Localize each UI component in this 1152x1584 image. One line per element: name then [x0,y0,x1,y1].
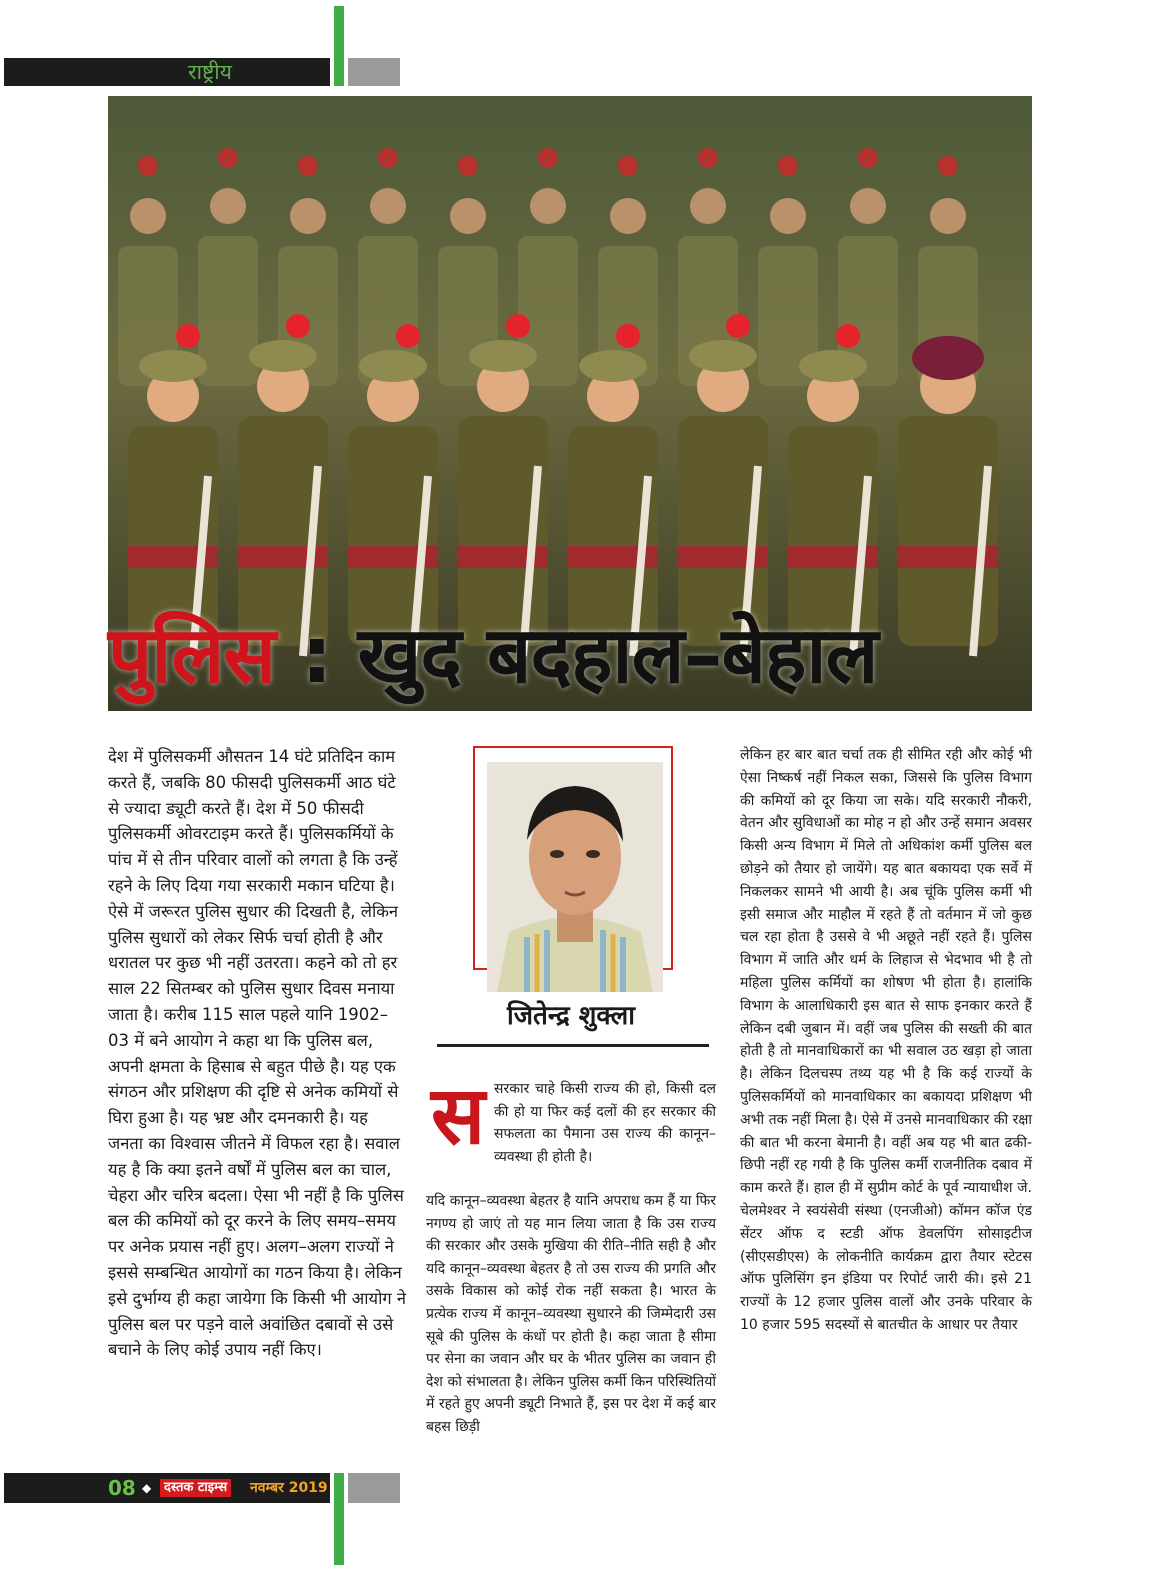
author-divider [437,1044,709,1047]
headline-red-part: पुलिस [108,611,276,701]
accent-bar-top [334,6,344,86]
footer-bullet: ◆ [142,1481,152,1495]
headline [108,604,1032,708]
accent-bar-bottom [334,1473,344,1565]
issue-date: नवम्बर 2019 [250,1480,328,1496]
author-photo [487,762,663,992]
headline-black-part: खुद बदहाल–बेहाल [357,611,878,701]
page-number: 08 [108,1476,136,1500]
grey-block-top [348,58,400,86]
paragraph: यदि कानून–व्यवस्था बेहतर है यानि अपराध कम हैं या फिर नगण्य हो जाएं तो यह मान लिया जाता है कि उस राज्य की सरकार और उसके मुखिया की रीति–नीति सही है और यदि कानून–व्यवस्था बेहतर है तो उस राज्य की प्रगति और उसके विकास को कोई रोक नहीं सकता है। भारत के प्रत्येक राज्य में कानून–व्यवस्था सुधारने की जिम्मेदारी उस सूबे की पुलिस के कंधों पर होती है। कहा जाता है सीमा पर सेना का जवान और घर के भीतर पुलिस का जवान ही देश को संभालता है। लेकिन पुलिस कर्मी किन परिस्थितियों में रहते हुए अपनी ड्यूटी निभाते हैं, इस पर देश में कई बार बहस छिड़ी [426,1193,716,1435]
author-name: जितेन्द्र शुक्ला [507,1001,635,1031]
article-column-3 [740,744,1032,1337]
section-label: राष्ट्रीय [188,60,232,84]
paragraph: लेकिन हर बार बात चर्चा तक ही सीमित रही और कोई भी ऐसा निष्कर्ष नहीं निकल सका, जिससे कि पुलिस विभाग की कमियों को दूर किया जा सके। यदि सरकारी नौकरी, वेतन और सुविधाओं का मोह न हो और उन्हें समान अवसर किसी अन्य विभाग में मिले तो अधिकांश कर्मी पुलिस बल छोड़ने को तैयार हो जायेंगे। यह बात बकायदा एक सर्वे में निकलकर सामने भी आयी है। अब चूंकि पुलिस कर्मी भी इसी समाज और माहौल में रहते हैं तो वर्तमान में जो कुछ चल रहा होता है उससे वे भी अछूते नहीं रहते हैं। पुलिस विभाग में जाति और धर्म के लिहाज से भेदभाव भी है तो महिला पुलिस कर्मियों का शोषण भी होता है। हालांकि विभाग के आलाधिकारी इस बात से साफ इनकार करते हैं लेकिन दबी जुबान में। वहीं जब पुलिस की सख्ती की बात होती है तो मानवाधिकारों का भी सवाल उठ खड़ा हो जाता है। लेकिन दिलचस्प तथ्य यह भी है कि कई राज्यों के पुलिसकर्मियों को मानवाधिकार का बकायदा प्रशिक्षण भी अभी तक नहीं मिला है। ऐसे में उनसे मानवाधिकार की रक्षा की बात भी करना बेमानी है। वहीं अब यह भी बात ढकी-छिपी नहीं रह गयी है कि पुलिस कर्मी राजनीतिक दबाव में काम करते हैं। हाल ही में सुप्रीम कोर्ट के पूर्व न्यायाधीश जे. चेलमेश्वर ने स्वयंसेवी संस्था (एनजीओ) कॉमन कॉज एंड सेंटर ऑफ द स्टडी ऑफ डेवलपिंग सोसाइटीज (सीएसडीएस) के लोकनीति कार्यक्रम द्वारा तैयार स्टेटस ऑफ पुलिसिंग इन इंडिया पर रिपोर्ट जारी की। इसे 21 राज्यों के 12 हजार पुलिस वालों और उनके परिवार के 10 हजार 595 सदस्यों से बातचीत के आधार पर तैयार [740,747,1032,1333]
headline-separator: : [301,611,332,701]
paragraph: देश में पुलिसकर्मी औसतन 14 घंटे प्रतिदिन काम करते हैं, जबकि 80 फीसदी पुलिसकर्मी आठ घंटे से ज्यादा ड्यूटी करते हैं। देश में 50 फीसदी पुलिसकर्मी ओवरटाइम करते हैं। पुलिसकर्मियों के पांच में से तीन परिवार वालों को लगता है कि उन्हें रहने के लिए दिया गया सरकारी मकान घटिया है। ऐसे में जरूरत पुलिस सुधार की दिखती है, लेकिन पुलिस सुधारों को लेकर सिर्फ चर्चा होती है और धरातल पर कुछ भी नहीं उतरता। कहने को तो हर साल 22 सितम्बर को पुलिस सुधार दिवस मनाया जाता है। करीब 115 साल पहले यानि 1902–03 में बने आयोग ने कहा था कि पुलिस बल, अपनी क्षमता के हिसाब से बहुत पीछे है। यह एक संगठन और प्रशिक्षण की दृष्टि से अनेक कमियों से घिरा हुआ है। यह भ्रष्ट और दमनकारी है। यह जनता का विश्वास जीतने में विफल रहा है। सवाल यह है कि क्या इतने वर्षों में पुलिस बल का चाल, चेहरा और चरित्र बदला। ऐसा भी नहीं है कि पुलिस बल की कमियों को दूर करने के लिए समय–समय पर अनेक प्रयास नहीं हुए। अलग–अलग राज्यों ने इससे सम्बन्धित आयोगों का गठन किया है। लेकिन इसे दुर्भाग्य ही कहा जायेगा कि किसी भी आयोग ने पुलिस बल पर पड़ने वाले अवांछित दबावों से उसे बचाने के लिए कोई उपाय नहीं किए। [108,747,407,1360]
grey-block-bottom [348,1473,400,1503]
article-column-2 [426,1190,716,1439]
section-header-bar [4,58,330,86]
lead-paragraph: सरकार चाहे किसी राज्य की हो, किसी दल की हो या फिर कई दलों की हर सरकार की सफलता का पैमाना उस राज्य की कानून–व्यवस्था ही होती है। [494,1081,716,1165]
magazine-logo: दस्तक टाइम्स [160,1479,231,1497]
article-column-1 [108,744,408,1363]
drop-cap: स [430,1069,486,1162]
